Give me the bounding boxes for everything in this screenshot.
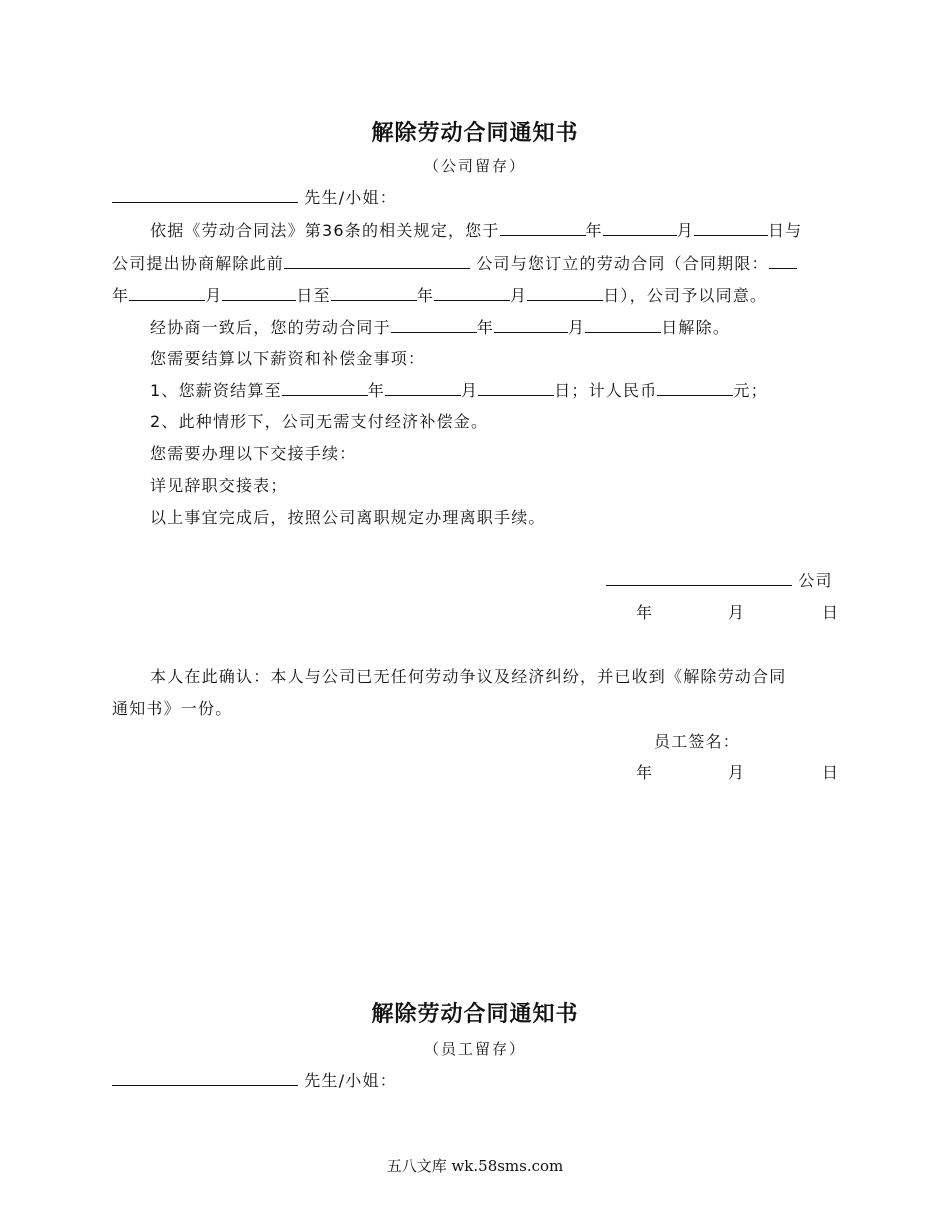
doc2-salutation-line <box>112 1071 397 1091</box>
salutation: 先生/小姐： <box>304 188 397 207</box>
company-sign-line <box>606 571 833 591</box>
confirm-line2: 通知书》一份。 <box>112 699 233 718</box>
doc1-para1-line3 <box>112 286 767 306</box>
blank <box>694 221 768 236</box>
item1-year: 年 <box>367 381 385 400</box>
blank <box>222 286 296 301</box>
doc1-para3: 您需要结算以下薪资和补偿金事项： <box>150 349 426 368</box>
blank <box>585 318 661 333</box>
p1-day-to: 日至 <box>296 286 331 305</box>
blank <box>385 381 461 396</box>
item1-month: 月 <box>460 381 479 400</box>
p2-month: 月 <box>568 318 586 337</box>
doc1-item2: 2、此种情形下，公司无需支付经济补偿金。 <box>150 412 489 431</box>
employee-sign-label: 员工签名： <box>654 732 741 751</box>
doc1-para5: 详见辞职交接表； <box>150 476 288 495</box>
doc1-date2-year: 年 <box>636 763 654 782</box>
doc1-para6: 以上事宜完成后，按照公司离职规定办理离职手续。 <box>150 508 546 527</box>
blank <box>500 221 586 236</box>
confirm-line1: 本人在此确认：本人与公司已无任何劳动争议及经济纠纷，并已收到《解除劳动合同 <box>150 667 787 686</box>
item1-day: 日；计人民币 <box>554 381 658 400</box>
doc1-title: 解除劳动合同通知书 <box>371 120 579 146</box>
p1-text-a: 依据《劳动合同法》第36条的相关规定，您于 <box>150 221 500 240</box>
p1-end: 日），公司予以同意。 <box>603 286 768 305</box>
footer-watermark: 五八文库 wk.58sms.com <box>386 1157 564 1175</box>
blank <box>129 286 205 301</box>
doc1-date2-day: 日 <box>822 763 840 782</box>
blank <box>769 254 797 269</box>
blank <box>391 318 477 333</box>
doc1-date-year: 年 <box>636 603 654 622</box>
doc2-title: 解除劳动合同通知书 <box>371 1001 579 1027</box>
doc1-salutation-line <box>112 188 397 208</box>
p1-month3: 月 <box>510 286 528 305</box>
doc1-date-month: 月 <box>728 603 746 622</box>
doc2-subtitle: （员工留存） <box>423 1040 526 1058</box>
blank <box>527 286 603 301</box>
blank <box>603 221 677 236</box>
doc1-item1 <box>150 381 768 401</box>
p2-text: 经协商一致后，您的劳动合同于 <box>150 318 391 337</box>
p1-year: 年 <box>585 221 603 240</box>
doc1-para2 <box>150 318 730 338</box>
blank <box>494 318 568 333</box>
salutation: 先生/小姐： <box>304 1071 397 1090</box>
p1-year3: 年 <box>416 286 435 305</box>
p2-end: 日解除。 <box>661 318 731 337</box>
blank <box>657 381 733 396</box>
p1-month2: 月 <box>205 286 223 305</box>
blank <box>282 381 368 396</box>
p1-month: 月 <box>676 221 694 240</box>
blank <box>434 286 510 301</box>
doc1-subtitle: （公司留存） <box>423 157 526 175</box>
name-blank <box>112 1071 298 1086</box>
blank <box>478 381 554 396</box>
doc1-para1-line1 <box>150 221 802 241</box>
p1-day: 日与 <box>767 221 803 240</box>
doc1-date2-month: 月 <box>728 763 746 782</box>
doc1-para4: 您需要办理以下交接手续： <box>150 444 357 463</box>
blank <box>331 286 417 301</box>
item1-text: 1、您薪资结算至 <box>150 381 282 400</box>
blank <box>284 254 470 269</box>
p1-year2: 年 <box>112 286 130 305</box>
company-label: 公司 <box>798 571 833 590</box>
doc1-date-day: 日 <box>822 603 840 622</box>
doc1-para1-line2 <box>112 254 797 274</box>
name-blank <box>112 188 298 203</box>
p2-year: 年 <box>476 318 495 337</box>
p1-text-c: 公司与您订立的劳动合同（合同期限： <box>476 254 769 273</box>
company-blank <box>606 571 792 586</box>
item1-end: 元； <box>733 381 768 400</box>
p1-text-b: 公司提出协商解除此前 <box>112 254 285 273</box>
